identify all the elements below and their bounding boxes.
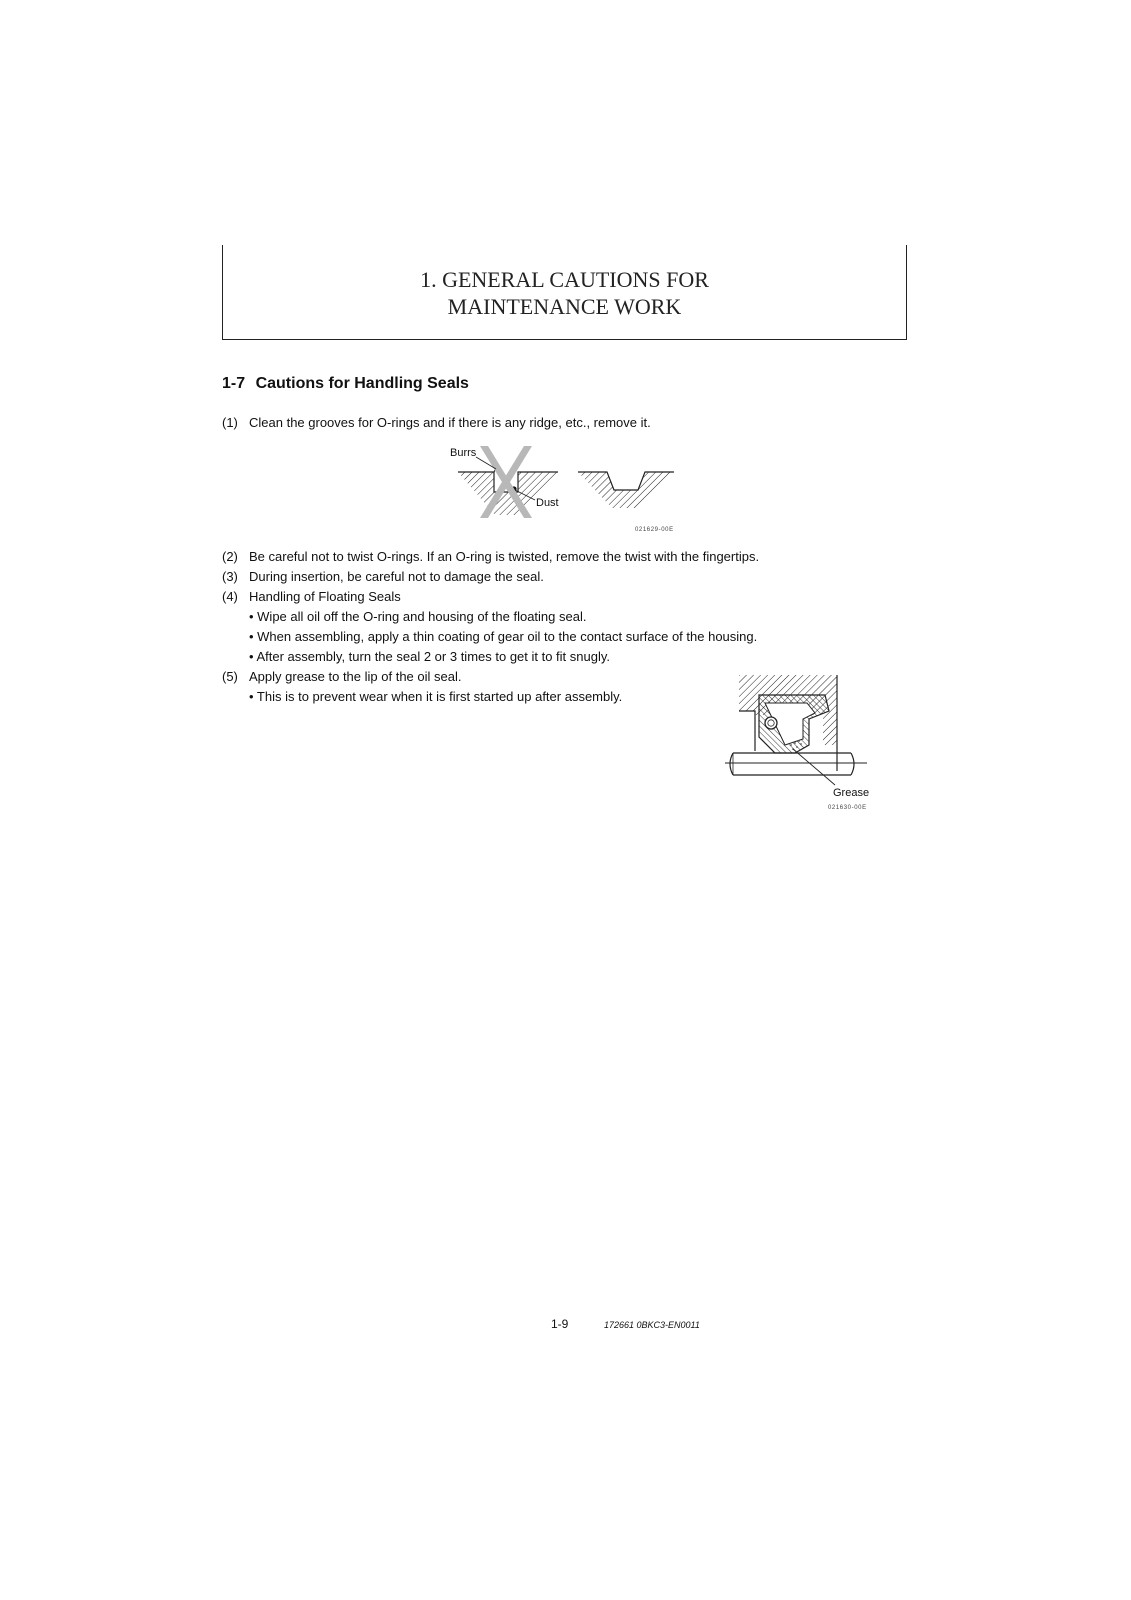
list-item-5 (222, 669, 461, 684)
grease-label: Grease (833, 787, 870, 799)
document-code: 172661 0BKC3-EN0011 (604, 1320, 700, 1330)
clean-groove-drawing (578, 472, 674, 508)
page-number: 1-9 (551, 1317, 569, 1331)
list-item-number: (4) (222, 589, 238, 604)
oil-seal-drawing (759, 695, 829, 753)
chapter-title-box (222, 245, 907, 340)
list-item-3 (222, 569, 544, 584)
shaft-drawing (725, 753, 867, 775)
list-item-number: (1) (222, 415, 238, 430)
list-item-text: Be careful not to twist O-rings. If an O-ring is twisted, remove the twist with the fingertips. (249, 549, 760, 564)
list-item-text: Handling of Floating Seals (249, 589, 401, 604)
floating-seal-note-2: • When assembling, apply a thin coating of gear oil to the contact surface of the housing. (249, 629, 758, 644)
list-item-2 (222, 549, 759, 564)
garter-spring (765, 717, 777, 729)
list-item-text: During insertion, be careful not to damage the seal. (249, 569, 544, 584)
floating-seal-note-1: • Wipe all oil off the O-ring and housing of the floating seal. (249, 609, 587, 624)
groove-figure (440, 440, 700, 535)
dust-label: Dust (536, 497, 559, 509)
figure-code: 021630-00E (828, 805, 867, 811)
chapter-title-line-2: MAINTENANCE WORK (447, 294, 682, 319)
list-item-text: Clean the grooves for O-rings and if there is any ridge, etc., remove it. (249, 415, 651, 430)
oil-seal-note: • This is to prevent wear when it is first started up after assembly. (249, 689, 623, 704)
list-item-text: Apply grease to the lip of the oil seal. (249, 669, 462, 684)
section-title: Cautions for Handling Seals (255, 375, 469, 392)
chapter-title-line-1: 1. GENERAL CAUTIONS FOR (420, 267, 709, 292)
oil-seal-figure (725, 675, 895, 815)
list-item-1 (222, 415, 651, 430)
figure-code: 021629-00E (635, 527, 674, 533)
list-item-4 (222, 589, 401, 604)
list-item-number: (2) (222, 549, 238, 564)
section-heading (222, 375, 469, 393)
grease-leader-line (793, 749, 835, 785)
list-item-number: (5) (222, 669, 238, 684)
burrs-label: Burrs (450, 447, 477, 459)
list-item-number: (3) (222, 569, 238, 584)
floating-seal-note-3: • After assembly, turn the seal 2 or 3 times to get it to fit snugly. (249, 649, 611, 664)
section-number: 1-7 (222, 375, 246, 392)
